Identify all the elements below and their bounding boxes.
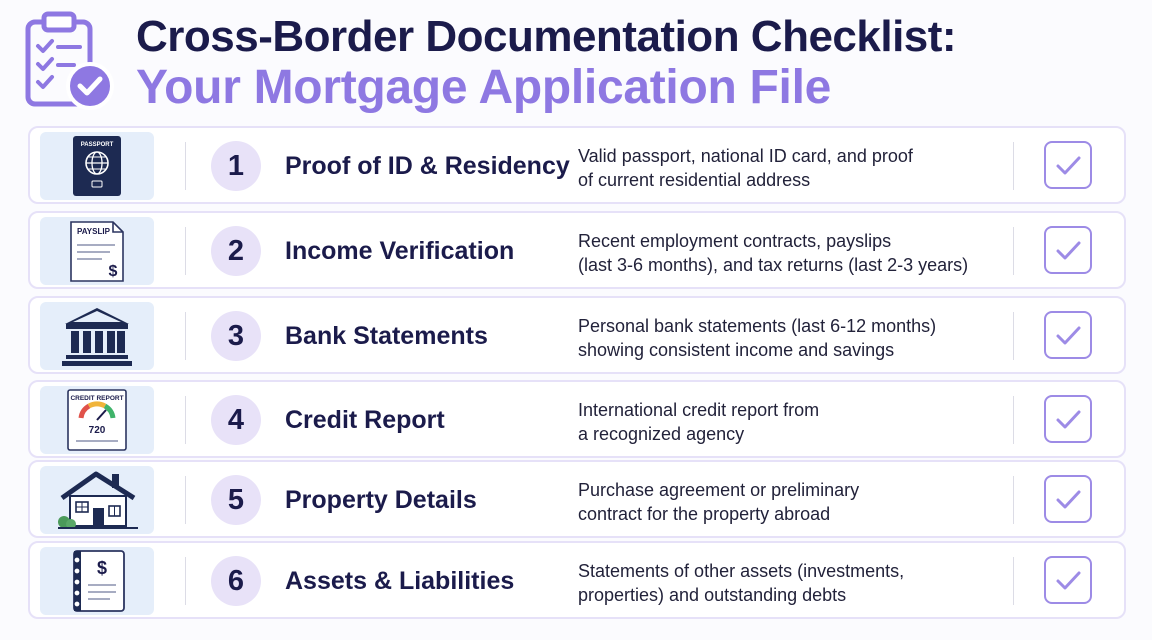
step-number: 3 <box>211 311 261 361</box>
item-label: Assets & Liabilities <box>285 567 515 595</box>
checkbox-credit[interactable] <box>1044 395 1092 443</box>
svg-text:$: $ <box>96 558 108 578</box>
header <box>0 0 1152 124</box>
desc-line: showing consistent income and savings <box>578 340 895 360</box>
svg-text:PAYSLIP: PAYSLIP <box>77 227 110 236</box>
desc-line: a recognized agency <box>578 424 745 444</box>
checkmark-icon <box>1046 228 1090 272</box>
payslip-icon <box>40 217 154 285</box>
item-description <box>578 314 998 362</box>
checkbox-income[interactable] <box>1044 226 1092 274</box>
step-number: 1 <box>211 141 261 191</box>
desc-line: of current residential address <box>578 170 811 190</box>
svg-text:PASSPORT: PASSPORT <box>80 142 114 148</box>
bank-icon <box>40 302 154 370</box>
checklist-row-credit <box>28 380 1126 458</box>
item-label: Proof of ID & Residency <box>285 152 570 180</box>
desc-line: (last 3-6 months), and tax returns (last 2-3 years) <box>578 255 969 275</box>
checkmark-icon <box>1046 477 1090 521</box>
item-label: Credit Report <box>285 406 445 434</box>
desc-line: Purchase agreement or preliminary <box>578 480 860 500</box>
clipboard-check-icon <box>22 8 118 112</box>
page-subtitle: Your Mortgage Application File <box>136 61 832 114</box>
item-label: Bank Statements <box>285 322 488 350</box>
svg-text:$: $ <box>108 263 118 280</box>
checklist-row-property <box>28 460 1126 538</box>
divider <box>1013 227 1014 275</box>
divider <box>1013 396 1014 444</box>
checkmark-icon <box>1046 313 1090 357</box>
house-icon <box>40 466 154 534</box>
checkbox-property[interactable] <box>1044 475 1092 523</box>
svg-text:720: 720 <box>88 425 106 436</box>
divider <box>185 396 186 444</box>
checklist-row-bank <box>28 296 1126 374</box>
page-title: Cross-Border Documentation Checklist: <box>136 12 957 61</box>
divider <box>1013 312 1014 360</box>
desc-line: properties) and outstanding debts <box>578 585 847 605</box>
desc-line: Recent employment contracts, payslips <box>578 231 892 251</box>
item-label: Income Verification <box>285 237 515 265</box>
desc-line: contract for the property abroad <box>578 504 831 524</box>
item-description <box>578 478 998 526</box>
checklist-row-id-residency <box>28 126 1126 204</box>
checklist-row-income <box>28 211 1126 289</box>
divider <box>185 557 186 605</box>
desc-line: Personal bank statements (last 6-12 months) <box>578 316 937 336</box>
step-number: 2 <box>211 226 261 276</box>
step-number: 6 <box>211 556 261 606</box>
checkmark-icon <box>1046 397 1090 441</box>
divider <box>1013 142 1014 190</box>
divider <box>185 227 186 275</box>
divider <box>1013 557 1014 605</box>
item-label: Property Details <box>285 486 477 514</box>
checkbox-assets[interactable] <box>1044 556 1092 604</box>
notebook-dollar-icon <box>40 547 154 615</box>
divider <box>1013 476 1014 524</box>
checkbox-id-residency[interactable] <box>1044 141 1092 189</box>
checkbox-bank[interactable] <box>1044 311 1092 359</box>
divider <box>185 142 186 190</box>
credit-report-icon <box>40 386 154 454</box>
desc-line: International credit report from <box>578 400 820 420</box>
item-description <box>578 559 998 607</box>
svg-text:CREDIT REPORT: CREDIT REPORT <box>70 395 124 402</box>
divider <box>185 312 186 360</box>
item-description <box>578 229 998 277</box>
checklist-row-assets <box>28 541 1126 619</box>
passport-icon <box>40 132 154 200</box>
desc-line: Valid passport, national ID card, and proof <box>578 146 913 166</box>
desc-line: Statements of other assets (investments, <box>578 561 905 581</box>
step-number: 4 <box>211 395 261 445</box>
item-description <box>578 398 998 446</box>
divider <box>185 476 186 524</box>
checkmark-icon <box>1046 143 1090 187</box>
item-description <box>578 144 998 192</box>
checkmark-icon <box>1046 558 1090 602</box>
step-number: 5 <box>211 475 261 525</box>
